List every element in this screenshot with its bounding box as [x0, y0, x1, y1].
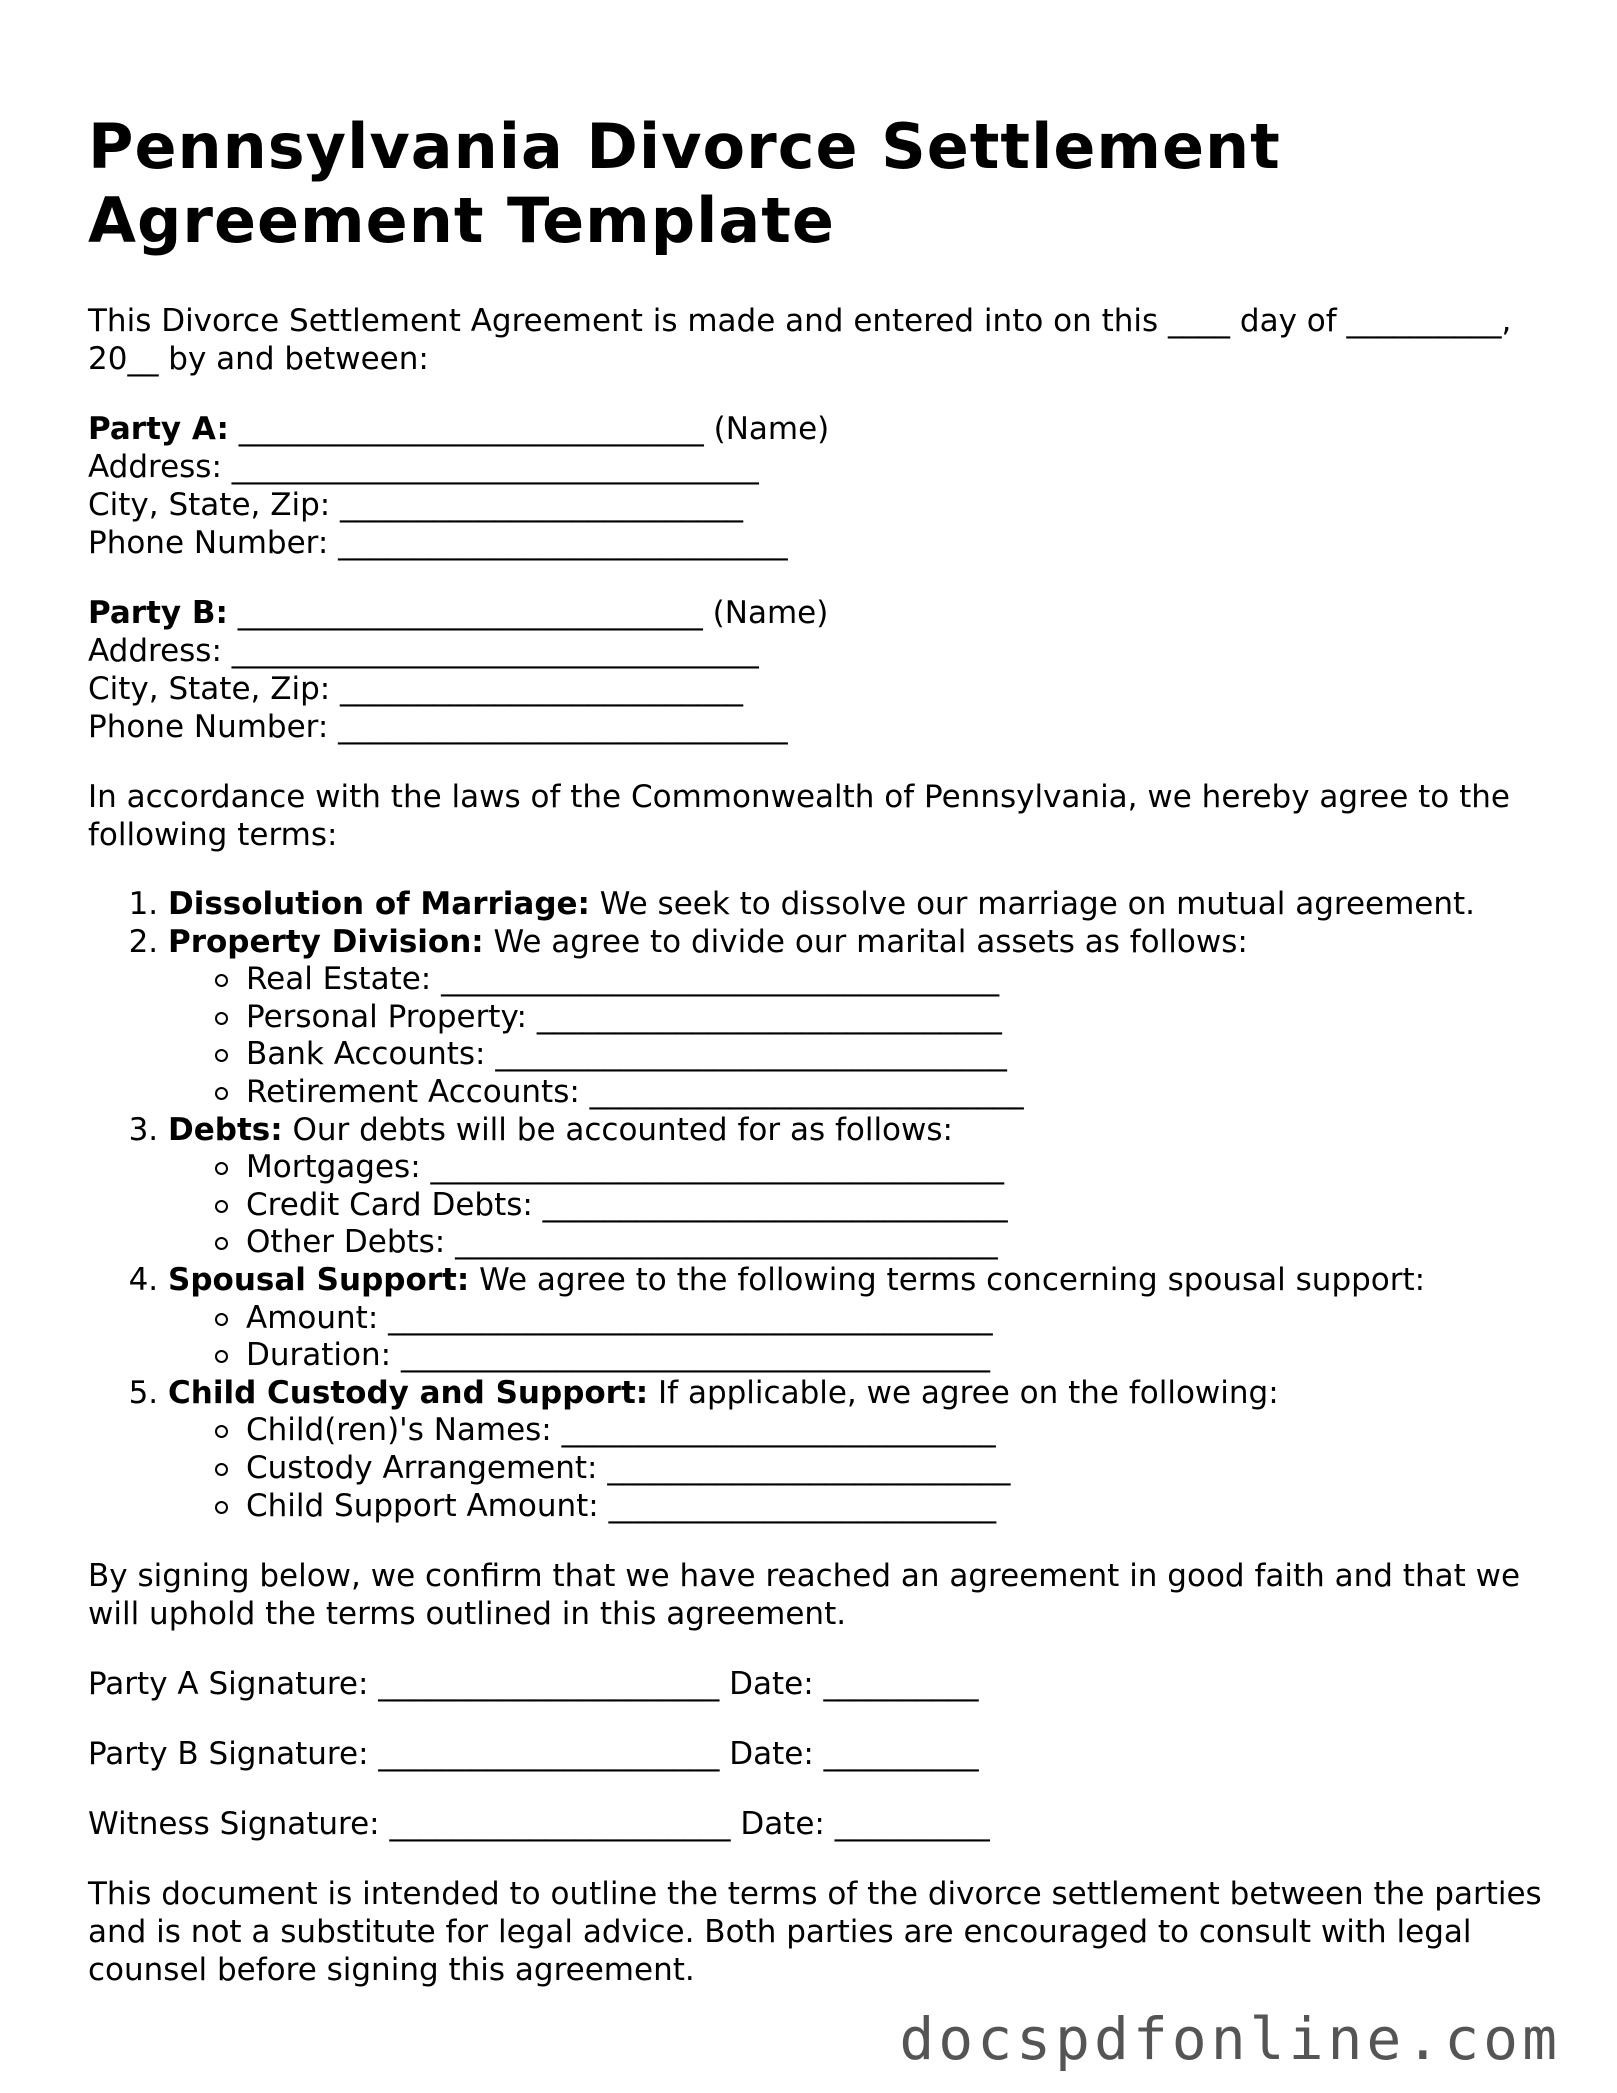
term-item: [168, 1262, 1548, 1375]
party-a-address: Address: __________________________________: [88, 449, 759, 485]
party-a-signature-line: Party A Signature: ______________________ Date: __________: [88, 1666, 979, 1703]
party-b-block: [88, 594, 1548, 746]
party-b-label: Party B:: [88, 595, 228, 631]
term-item: [168, 1375, 1548, 1525]
term-sublist: [168, 1149, 1548, 1262]
party-b-signature-line: Party B Signature: ______________________ Date: __________: [88, 1736, 979, 1773]
party-a-label: Party A:: [88, 411, 229, 447]
sublist-item: Personal Property: ______________________________: [246, 999, 1548, 1037]
term-sublist: [168, 1412, 1548, 1525]
party-b-city: City, State, Zip: __________________________: [88, 671, 744, 707]
sublist-item: Other Debts: ___________________________________: [246, 1224, 1548, 1262]
watermark-text: docspdfonline.com: [899, 2005, 1561, 2073]
party-a-name-line: [88, 410, 1548, 448]
witness-signature-line: Witness Signature: ______________________ Date: __________: [88, 1806, 990, 1843]
term-label: Spousal Support:: [168, 1261, 470, 1298]
term-item: [168, 886, 1548, 924]
sublist-item: Credit Card Debts: ______________________________: [246, 1187, 1548, 1225]
sublist-item: Bank Accounts: _________________________________: [246, 1036, 1548, 1074]
sublist-item: Retirement Accounts: ____________________________: [246, 1074, 1548, 1112]
term-text: If applicable, we agree on the following:: [648, 1374, 1279, 1411]
party-a-block: [88, 410, 1548, 562]
term-item: [168, 1112, 1548, 1262]
confirm-paragraph: By signing below, we confirm that we have reached an agreement in good faith and that we will uphold the terms outlined in this agreement.: [88, 1558, 1521, 1633]
term-label: Dissolution of Marriage:: [168, 886, 590, 922]
term-sublist: [168, 961, 1548, 1111]
term-item: [168, 924, 1548, 1112]
party-a-phone: Phone Number: _____________________________: [88, 525, 788, 561]
sublist-item: Child(ren)'s Names: ____________________________: [246, 1412, 1548, 1450]
document-title: Pennsylvania Divorce Settlement Agreement Template: [88, 110, 1281, 257]
term-label: Child Custody and Support:: [168, 1374, 649, 1411]
sublist-item: Duration: ______________________________________: [246, 1337, 1548, 1375]
term-text: Our debts will be accounted for as follows:: [282, 1111, 953, 1148]
party-b-phone: Phone Number: _____________________________: [88, 709, 788, 745]
term-text: We agree to divide our marital assets as follows:: [483, 923, 1248, 960]
term-text: We agree to the following terms concerning spousal support:: [469, 1261, 1426, 1298]
document-page: [88, 110, 1548, 1989]
term-label: Debts:: [168, 1111, 283, 1148]
sublist-item: Amount: _______________________________________: [246, 1300, 1548, 1338]
term-sublist: [168, 1300, 1548, 1375]
law-paragraph: In accordance with the laws of the Commonwealth of Pennsylvania, we hereby agree to the following terms:: [88, 779, 1510, 853]
sublist-item: Custody Arrangement: __________________________: [246, 1450, 1548, 1488]
terms-list: [88, 886, 1548, 1525]
party-b-address: Address: __________________________________: [88, 633, 759, 669]
party-b-name-blank: ______________________________ (Name): [227, 595, 829, 631]
term-text: We seek to dissolve our marriage on mutual agreement.: [589, 886, 1476, 922]
disclaimer-paragraph: This document is intended to outline the terms of the divorce settlement between the parties and is not a substitute for legal advice. Both parties are encouraged to consult with legal counsel before signing this agreement.: [88, 1876, 1542, 1989]
party-a-name-blank: ______________________________ (Name): [228, 411, 830, 447]
term-label: Property Division:: [168, 923, 484, 960]
sublist-item: Child Support Amount: _________________________: [246, 1488, 1548, 1526]
sublist-item: Real Estate: ____________________________________: [246, 961, 1548, 999]
party-a-city: City, State, Zip: __________________________: [88, 487, 744, 523]
sublist-item: Mortgages: _____________________________________: [246, 1149, 1548, 1187]
intro-paragraph: This Divorce Settlement Agreement is made and entered into on this ____ day of __________, 20__ by and between:: [88, 303, 1512, 377]
party-b-name-line: [88, 594, 1548, 632]
